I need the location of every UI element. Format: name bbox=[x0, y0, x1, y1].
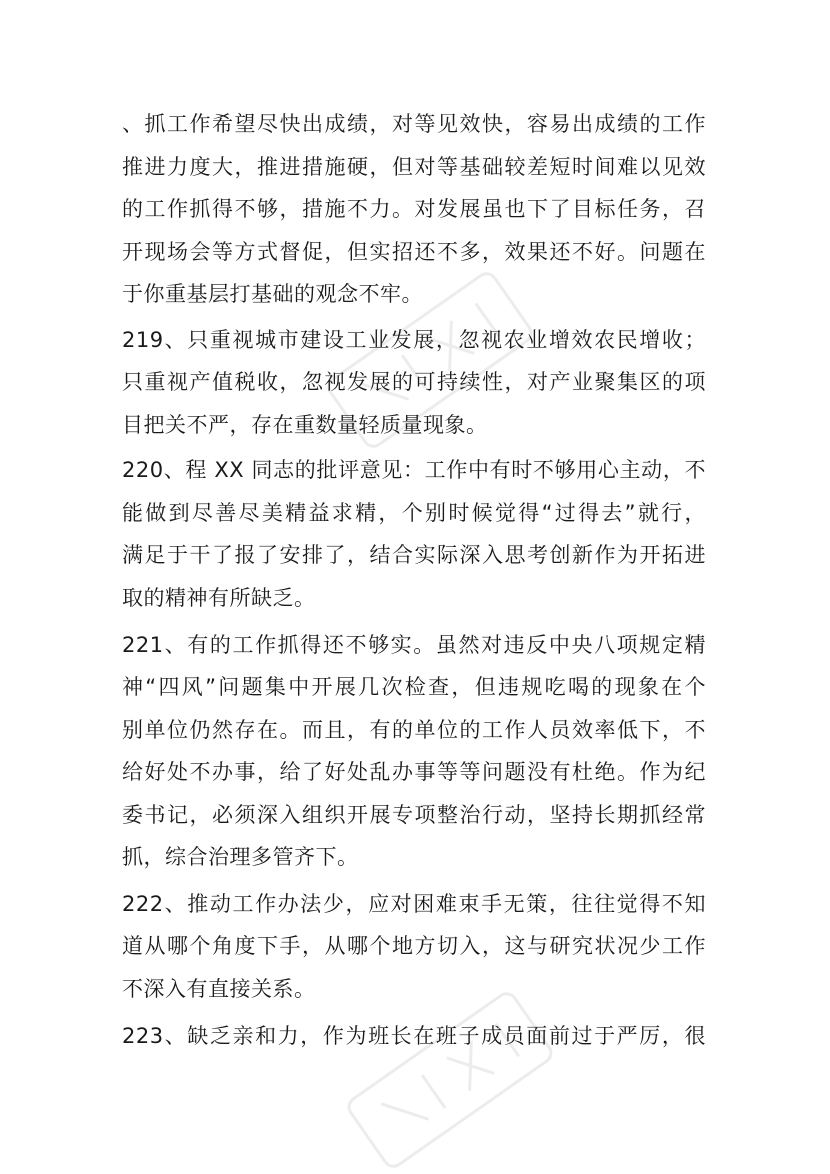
text-line: 目把关不严，存在重数量轻质量现象。 bbox=[122, 413, 488, 437]
text-line: 推进力度大，推进措施硬，但对等基础较差短时间难以见效 bbox=[122, 155, 706, 179]
text-line: 给好处不办事，给了好处乱办事等等问题没有杜绝。作为纪 bbox=[122, 760, 706, 784]
text-line: 不深入有直接关系。 bbox=[122, 977, 316, 1001]
text-line: 220、程 XX 同志的批评意见：工作中有时不够用心主动，不 bbox=[122, 458, 706, 482]
text-line: 222、推动工作办法少，应对困难束手无策，往往觉得不知 bbox=[122, 892, 706, 916]
text-line: 委书记，必须深入组织开展专项整治行动，坚持长期抓经常 bbox=[122, 803, 706, 827]
text-line: 223、缺乏亲和力，作为班长在班子成员面前过于严厉，很 bbox=[122, 1024, 706, 1048]
text-line: 神“四风”问题集中开展几次检查，但违规吃喝的现象在个 bbox=[122, 675, 706, 699]
text-line: 道从哪个角度下手，从哪个地方切入，这与研究状况少工作 bbox=[122, 934, 706, 958]
text-line: 取的精神有所缺乏。 bbox=[122, 586, 316, 610]
text-line: 于你重基层打基础的观念不牢。 bbox=[122, 282, 423, 306]
text-line: 开现场会等方式督促，但实招还不多，效果还不好。问题在 bbox=[122, 240, 706, 264]
text-line: 221、有的工作抓得还不够实。虽然对违反中央八项规定精 bbox=[122, 633, 706, 657]
text-line: 满足于干了报了安排了，结合实际深入思考创新作为开拓进 bbox=[122, 543, 706, 567]
text-line: 能做到尽善尽美精益求精，个别时候觉得“过得去”就行， bbox=[122, 501, 706, 525]
text-line: 、抓工作希望尽快出成绩，对等见效快，容易出成绩的工作 bbox=[122, 112, 706, 136]
text-line: 只重视产值税收，忽视发展的可持续性，对产业聚集区的项 bbox=[122, 370, 706, 394]
text-line: 抓，综合治理多管齐下。 bbox=[122, 845, 359, 869]
text-line: 的工作抓得不够，措施不力。对发展虽也下了目标任务，召 bbox=[122, 197, 706, 221]
text-line: 别单位仍然存在。而且，有的单位的工作人员效率低下，不 bbox=[122, 718, 706, 742]
text-line: 219、只重视城市建设工业发展，忽视农业增效农民增收； bbox=[122, 328, 706, 352]
